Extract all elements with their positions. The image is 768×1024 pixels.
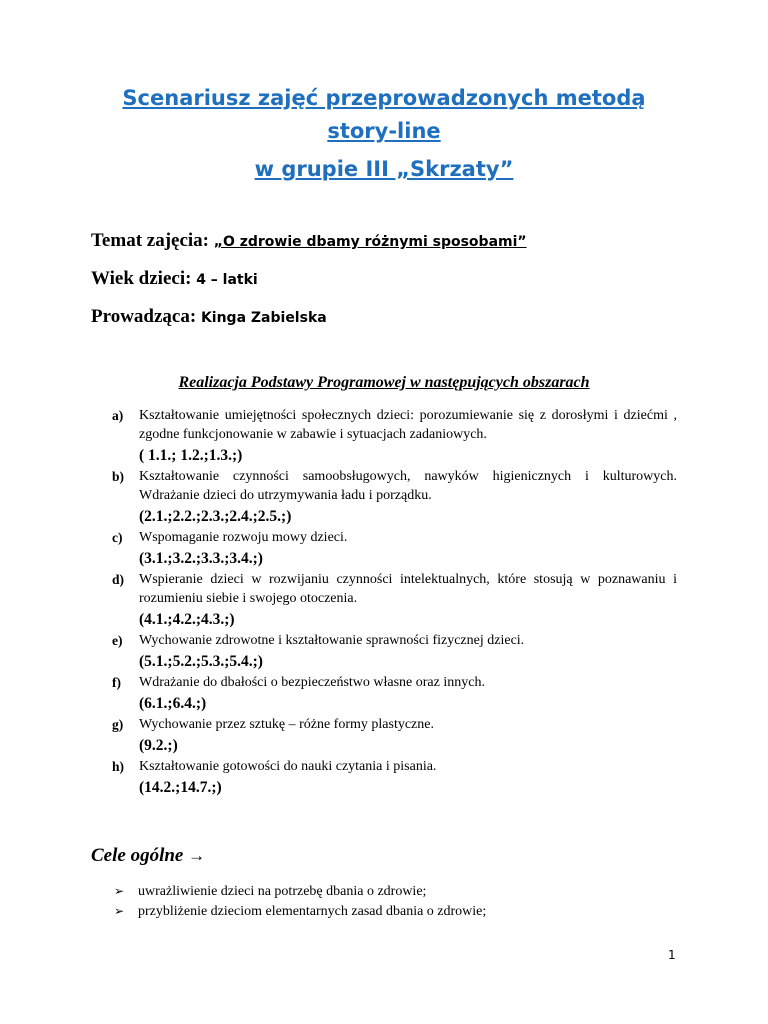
list-item-text: uwrażliwienie dzieci na potrzebę dbania o zdrowie; <box>138 884 427 899</box>
list-item-label: f) <box>112 675 121 690</box>
list-item-text: Kształtowanie czynności samoobsługowych, nawyków higienicznych i kulturowych. Wdrażanie dzieci do utrzymywania ładu i porządku. <box>139 469 677 503</box>
curriculum-list <box>112 406 677 799</box>
list-item <box>114 882 486 902</box>
list-item-label: g) <box>112 717 124 732</box>
bullet-arrow-icon: ➢ <box>114 904 125 918</box>
group-title: w grupie III „Skrzaty” <box>254 157 514 181</box>
list-item-code: (9.2.;) <box>139 737 178 754</box>
list-item-code: (4.1.;4.2.;4.3.;) <box>139 611 235 628</box>
list-item-text: Wychowanie zdrowotne i kształtowanie sprawności fizycznej dzieci. <box>139 633 525 648</box>
list-item <box>112 570 677 631</box>
list-item-text: Kształtowanie umiejętności społecznych dzieci: porozumiewanie się z dorosłymi i dziećmi , zgodne funkcjonowanie w zabawie i sytuacjach zadaniowych. <box>139 408 677 442</box>
list-item <box>112 631 677 673</box>
wiek-row <box>91 268 258 290</box>
temat-value: „O zdrowie dbamy różnymi sposobami” <box>213 234 527 250</box>
list-item-code: (2.1.;2.2.;2.3.;2.4.;2.5.;) <box>139 508 292 525</box>
list-item-code: (6.1.;6.4.;) <box>139 695 207 712</box>
prowadzaca-row <box>91 306 327 328</box>
prowadzaca-value: Kinga Zabielska <box>200 310 327 326</box>
list-item-label: d) <box>112 572 125 587</box>
list-item-text: Wdrażanie do dbałości o bezpieczeństwo własne oraz innych. <box>139 675 485 690</box>
list-item-label: e) <box>112 633 123 648</box>
list-item-label: h) <box>112 759 125 774</box>
title-line-1: Scenariusz zajęć przeprowadzonych metodą <box>122 86 646 110</box>
list-item <box>112 528 677 570</box>
list-item-label: a) <box>112 408 124 423</box>
list-item-code: (3.1.;3.2.;3.3.;3.4.;) <box>139 550 263 567</box>
list-item-text: przybliżenie dzieciom elementarnych zasad dbania o zdrowie; <box>138 904 487 919</box>
cele-list <box>114 882 486 922</box>
document-title <box>60 82 708 148</box>
section-heading: Realizacja Podstawy Programowej w następujących obszarach <box>178 374 590 391</box>
list-item-text: Wspomaganie rozwoju mowy dzieci. <box>139 530 348 545</box>
list-item <box>112 467 677 528</box>
list-item-label: b) <box>112 469 125 484</box>
wiek-label: Wiek dzieci: <box>91 268 192 289</box>
list-item-code: (5.1.;5.2.;5.3.;5.4.;) <box>139 653 263 670</box>
list-item-text: Wychowanie przez sztukę – różne formy plastyczne. <box>139 717 434 732</box>
cele-heading <box>91 845 205 867</box>
page-number: 1 <box>668 948 676 962</box>
list-item <box>112 673 677 715</box>
list-item-code: (14.2.;14.7.;) <box>139 779 222 796</box>
bullet-arrow-icon: ➢ <box>114 884 125 898</box>
cele-heading-text: Cele ogólne <box>91 845 184 866</box>
list-item <box>112 757 677 799</box>
temat-label: Temat zajęcia: <box>91 230 209 251</box>
list-item-text: Wspieranie dzieci w rozwijaniu czynności intelektualnych, które stosują w poznawaniu i rozumieniu siebie i swojego otoczenia. <box>139 572 677 606</box>
list-item-text: Kształtowanie gotowości do nauki czytania i pisania. <box>139 759 437 774</box>
list-item <box>112 715 677 757</box>
prowadzaca-label: Prowadząca: <box>91 306 197 327</box>
list-item <box>112 406 677 467</box>
title-line-2: story-line <box>327 119 441 143</box>
list-item-label: c) <box>112 530 123 545</box>
list-item <box>114 902 486 922</box>
wiek-value: 4 – latki <box>196 272 258 288</box>
arrow-right-icon: → <box>188 846 206 865</box>
temat-row <box>91 230 527 252</box>
list-item-code: ( 1.1.; 1.2.;1.3.;) <box>139 447 243 464</box>
